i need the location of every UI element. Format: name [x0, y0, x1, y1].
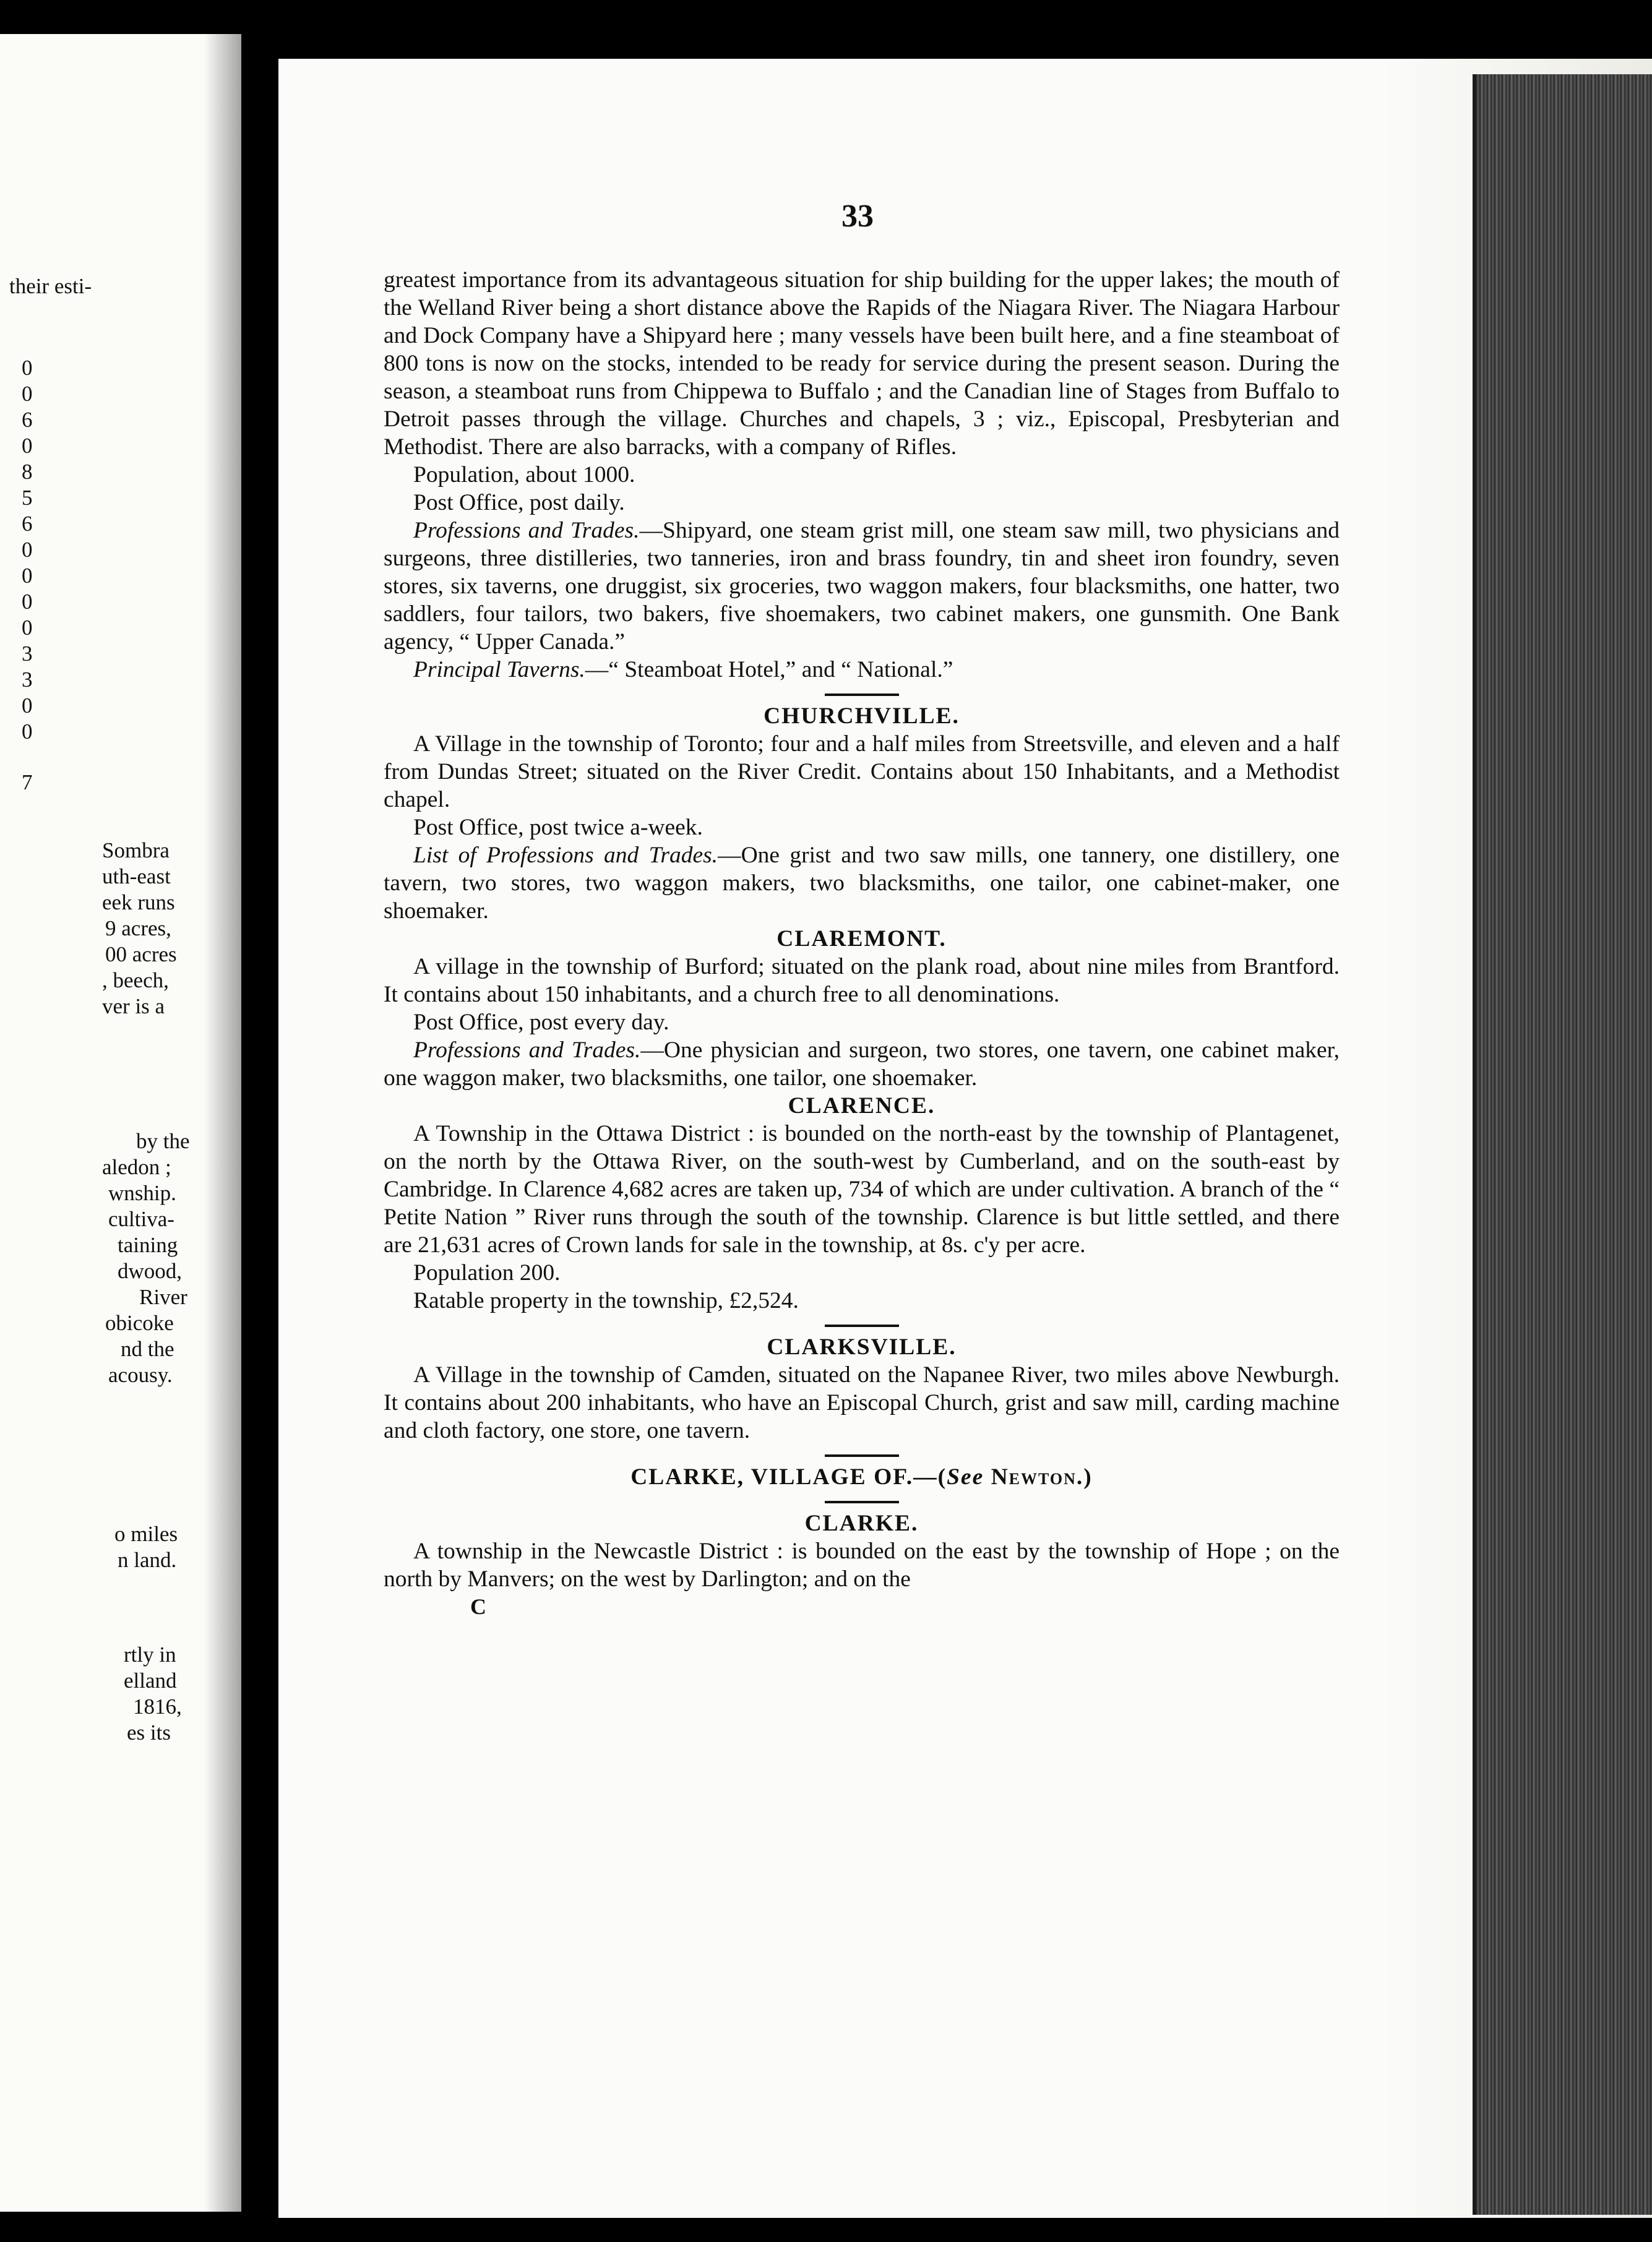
left-page-line: 7	[22, 770, 33, 794]
left-page-line: 3	[22, 668, 33, 692]
page-number: 33	[841, 199, 874, 234]
taverns-text: —“ Steamboat Hotel,” and “ National.”	[585, 657, 953, 682]
clarke-village-see: See	[947, 1464, 984, 1490]
left-page-line: 0	[22, 538, 33, 562]
left-page-line: 5	[22, 486, 33, 510]
left-page-line: their esti-	[9, 274, 92, 298]
left-page-line: 1816,	[133, 1694, 182, 1719]
left-page-line: 00 acres	[105, 942, 177, 966]
professions	[384, 517, 1340, 656]
left-page-line: River	[139, 1285, 187, 1309]
population: Population, about 1000.	[413, 462, 635, 487]
claremont-text: A village in the township of Burford; situated on the plank road, about nine miles from Brantford. It contains about 150 inhabitants, and a church free to all denominations.	[384, 954, 1340, 1007]
left-page-line: 6	[22, 408, 33, 432]
clarke-text: A township in the Newcastle District : is bounded on the east by the township of Hope ; on the north by Manvers; on the west by Darlington; and on the	[384, 1539, 1340, 1592]
left-page-line: 0	[22, 694, 33, 718]
left-page-line: by the	[136, 1129, 190, 1153]
left-page-line: 8	[22, 460, 33, 484]
clarence-population: Population 200.	[413, 1260, 561, 1286]
left-page-line: dwood,	[118, 1259, 183, 1283]
left-page-line: Sombra	[102, 838, 170, 862]
section-rule	[825, 694, 899, 696]
claremont-trades-text: —One physician and surgeon, two stores, one tavern, one cabinet maker, one waggon maker, two blacksmiths, one tailor, one shoemaker.	[384, 1037, 1340, 1091]
clarke-village-ref: Newton.	[984, 1464, 1084, 1490]
left-page-line: rtly in	[124, 1643, 176, 1667]
left-page-line: 0	[22, 564, 33, 588]
left-page-line: 9 acres,	[105, 916, 171, 940]
section-rule	[825, 1454, 899, 1457]
left-page-line: 0	[22, 356, 33, 380]
signature-mark: C	[470, 1594, 486, 1619]
taverns-label: Principal Taverns.	[413, 657, 585, 682]
claremont-post: Post Office, post every day.	[413, 1010, 669, 1035]
churchville-trades-text: —One grist and two saw mills, one tannery, one distillery, one tavern, two stores, two waggon makers, two blacksmiths, one tailor, one cabinet-maker, one shoemaker.	[384, 843, 1340, 924]
left-page-line: 0	[22, 590, 33, 614]
left-page-line: es its	[127, 1720, 171, 1745]
left-page-line: ver is a	[102, 994, 165, 1018]
gutter-shadow	[204, 34, 241, 2212]
churchville-trades	[384, 841, 1340, 925]
professions-text: —Shipyard, one steam grist mill, one steam saw mill, two physicians and surgeons, three distilleries, two tanneries, iron and brass foundry, tin and sheet iron foundry, seven stores, six taverns, one druggist, six groceries, two waggon makers, four blacksmiths, one hatter, two saddlers, four tailors, two bakers, five shoemakers, two cabinet makers, one gunsmith. One Bank agency, “ Upper Canada.”	[384, 518, 1340, 655]
claremont-trades	[384, 1036, 1340, 1092]
left-page-line: obicoke	[105, 1311, 174, 1335]
heading-clarksville: CLARKSVILLE.	[767, 1334, 957, 1360]
clarke-village-close: )	[1083, 1464, 1093, 1490]
left-page-line: eek runs	[102, 890, 175, 914]
clarence-ratable: Ratable property in the township, £2,524.	[413, 1288, 799, 1313]
left-page-line: wnship.	[108, 1181, 176, 1205]
left-page-line: 3	[22, 642, 33, 666]
entry-intro: greatest importance from its advantageous situation for ship building for the upper lakes; the mouth of the Welland River being a short distance above the Rapids of the Niagara River. The Niagara Harbour and Dock Company have a Shipyard here ; many vessels have been built here, and a fine steamboat of 800 tons is now on the stocks, intended to be ready for service during the present season. During the season, a steamboat runs from Chippewa to Buffalo ; and the Canadian line of Stages from Buffalo to Detroit passes through the village. Churches and chapels, 3 ; viz., Episcopal, Presbyterian and Methodist. There are also barracks, with a company of Rifles.	[384, 267, 1340, 460]
heading-claremont: CLAREMONT.	[777, 926, 947, 951]
taverns	[384, 656, 1340, 684]
left-page-line: n land.	[118, 1548, 177, 1572]
left-page-line: taining	[118, 1233, 178, 1257]
left-page-line: 0	[22, 382, 33, 406]
claremont-trades-label: Professions and Trades.	[413, 1037, 641, 1063]
heading-clarke-village	[384, 1463, 1340, 1491]
churchville-post: Post Office, post twice a-week.	[413, 815, 703, 840]
clarence-text: A Township in the Ottawa District : is bounded on the north-east by the township of Plantagenet, on the north by the Ottawa River, on the south-west by Cumberland, and on the south-east by Cambridge. In Clarence 4,682 acres are taken up, 734 of which are under cultivation. A branch of the “ Petite Nation ” River runs through the south of the township. Clarence is but little settled, and there are 21,631 acres of Crown lands for sale in the township, at 8s. c'y per acre.	[384, 1121, 1340, 1258]
left-page-line: aledon ;	[102, 1155, 171, 1179]
professions-label: Professions and Trades.	[413, 518, 640, 543]
heading-churchville: CHURCHVILLE.	[764, 703, 960, 729]
left-page-line: uth-east	[102, 864, 171, 888]
heading-clarence: CLARENCE.	[788, 1093, 936, 1119]
section-rule	[825, 1501, 899, 1503]
left-page-line: , beech,	[102, 968, 169, 992]
clarke-village-main: CLARKE, VILLAGE OF.—(	[630, 1464, 947, 1490]
left-page-line: 0	[22, 719, 33, 744]
left-page-line: 0	[22, 616, 33, 640]
clarksville-text: A Village in the township of Camden, situated on the Napanee River, two miles above Newburgh. It contains about 200 inhabitants, who have an Episcopal Church, grist and saw mill, carding machine and cloth factory, one store, one tavern.	[384, 1362, 1340, 1443]
left-page-line: cultiva-	[108, 1207, 174, 1231]
left-page-line: o miles	[114, 1522, 178, 1546]
left-page-line: 6	[22, 512, 33, 536]
post-office: Post Office, post daily.	[413, 490, 625, 515]
book-fore-edge	[1473, 74, 1652, 2215]
section-rule	[825, 1325, 899, 1327]
left-page-line: elland	[124, 1669, 177, 1693]
churchville-text: A Village in the township of Toronto; four and a half miles from Streetsville, and eleven and a half from Dundas Street; situated on the River Credit. Contains about 150 Inhabitants, and a Methodist chapel.	[384, 731, 1340, 812]
heading-clarke: CLARKE.	[804, 1511, 919, 1536]
left-page	[0, 34, 241, 2212]
churchville-trades-label: List of Professions and Trades.	[413, 843, 718, 868]
page-text	[384, 266, 1340, 1621]
left-page-line: nd the	[121, 1337, 174, 1361]
left-page-line: 0	[22, 434, 33, 458]
left-page-line: acousy.	[108, 1363, 173, 1387]
